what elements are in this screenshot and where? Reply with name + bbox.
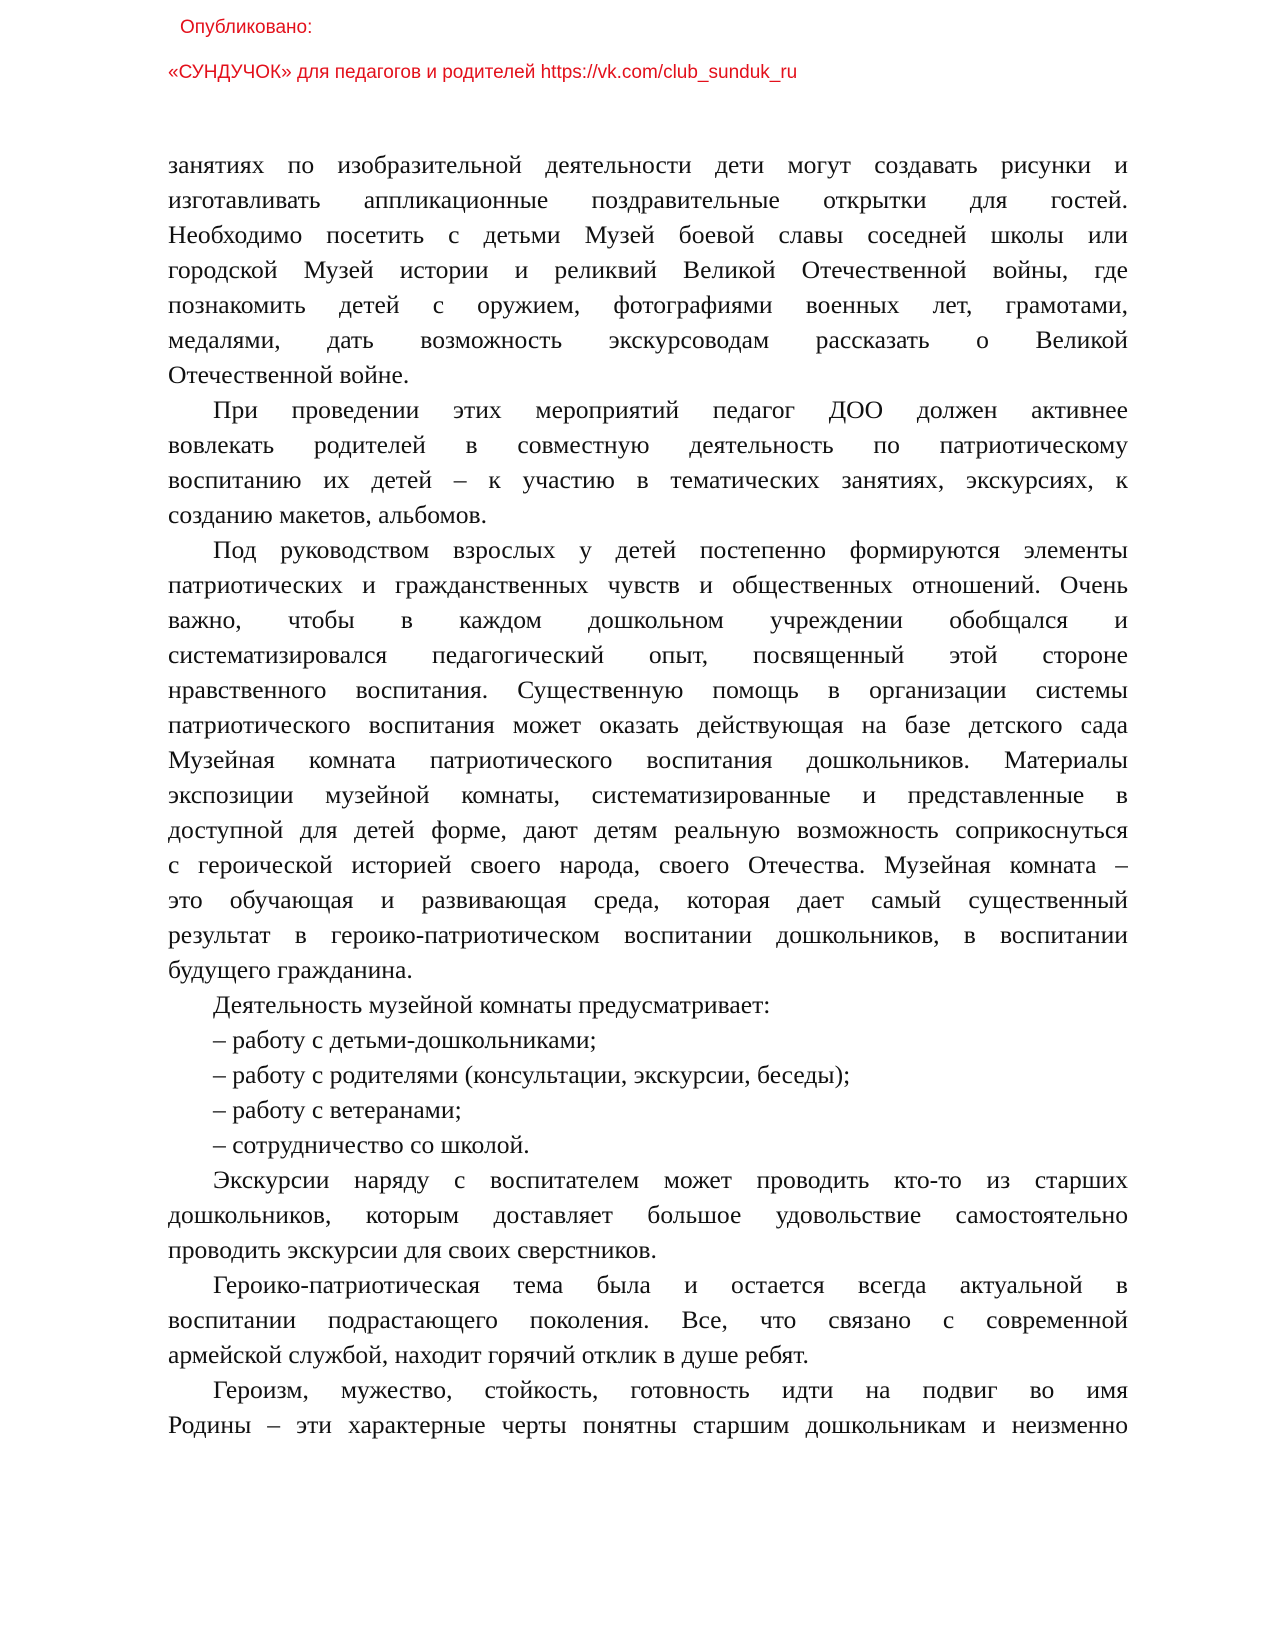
text-line: это обучающая и развивающая среда, которая дает самый существенный [168,885,1128,914]
text-line: созданию макетов, альбомов. [168,500,487,529]
text-line: результат в героико-патриотическом воспитании дошкольников, в воспитании [168,920,1128,949]
text-line: дошкольников, которым доставляет большое удовольствие самостоятельно [168,1200,1128,1229]
text-line: познакомить детей с оружием, фотографиями военных лет, грамотами, [168,290,1128,319]
text-line: Необходимо посетить с детьми Музей боевой славы соседней школы или [168,220,1128,249]
text-line: медалями, дать возможность экскурсоводам рассказать о Великой [168,325,1128,354]
text-line: систематизировался педагогический опыт, посвященный этой стороне [168,640,1128,669]
paragraph [168,987,1128,1022]
text-line: городской Музей истории и реликвий Великой Отечественной войны, где [168,255,1128,284]
document-body [168,147,1128,1442]
paragraph [168,1372,1128,1442]
list-item: – работу с родителями (консультации, экскурсии, беседы); [213,1060,851,1089]
text-line: воспитанию их детей – к участию в тематических занятиях, экскурсиях, к [168,465,1128,494]
list-item: – работу с детьми-дошкольниками; [213,1025,597,1054]
text-line: экспозиции музейной комнаты, систематизированные и представленные в [168,780,1128,809]
activity-list [168,1022,1128,1162]
text-line: вовлекать родителей в совместную деятельность по патриотическому [168,430,1128,459]
text-line: патриотического воспитания может оказать действующая на базе детского сада [168,710,1128,739]
text-line: Героизм, мужество, стойкость, готовность идти на подвиг во имя [213,1375,1128,1404]
list-intro: Деятельность музейной комнаты предусматривает: [213,990,771,1019]
text-line: патриотических и гражданственных чувств и общественных отношений. Очень [168,570,1128,599]
text-line: нравственного воспитания. Существенную помощь в организации системы [168,675,1128,704]
text-line: Отечественной войне. [168,360,410,389]
text-line: изготавливать аппликационные поздравительные открытки для гостей. [168,185,1128,214]
paragraph [168,1162,1128,1267]
paragraph [168,532,1128,987]
list-item: – сотрудничество со школой. [213,1130,530,1159]
text-line: Музейная комната патриотического воспитания дошкольников. Материалы [168,745,1128,774]
text-line: Героико-патриотическая тема была и остается всегда актуальной в [213,1270,1128,1299]
text-line: доступной для детей форме, дают детям реальную возможность соприкоснуться [168,815,1128,844]
paragraph [168,392,1128,532]
text-line: проводить экскурсии для своих сверстников. [168,1235,657,1264]
text-line: армейской службой, находит горячий отклик в душе ребят. [168,1340,809,1369]
text-line: При проведении этих мероприятий педагог ДОО должен активнее [213,395,1128,424]
paragraph [168,1267,1128,1372]
published-label: Опубликовано: [180,17,313,38]
text-line: важно, чтобы в каждом дошкольном учреждении обобщался и [168,605,1128,634]
text-line: воспитании подрастающего поколения. Все, что связано с современной [168,1305,1128,1334]
text-line: Родины – эти характерные черты понятны старшим дошкольникам и неизменно [168,1410,1128,1439]
text-line: занятиях по изобразительной деятельности дети могут создавать рисунки и [168,150,1128,179]
list-item: – работу с ветеранами; [213,1095,462,1124]
paragraph [168,147,1128,392]
text-line: Под руководством взрослых у детей постепенно формируются элементы [213,535,1128,564]
text-line: Экскурсии наряду с воспитателем может проводить кто-то из старших [213,1165,1128,1194]
source-link-text[interactable]: «СУНДУЧОК» для педагогов и родителей https://vk.com/club_sunduk_ru [168,62,798,83]
text-line: с героической историей своего народа, своего Отечества. Музейная комната – [168,850,1128,879]
text-line: будущего гражданина. [168,955,413,984]
